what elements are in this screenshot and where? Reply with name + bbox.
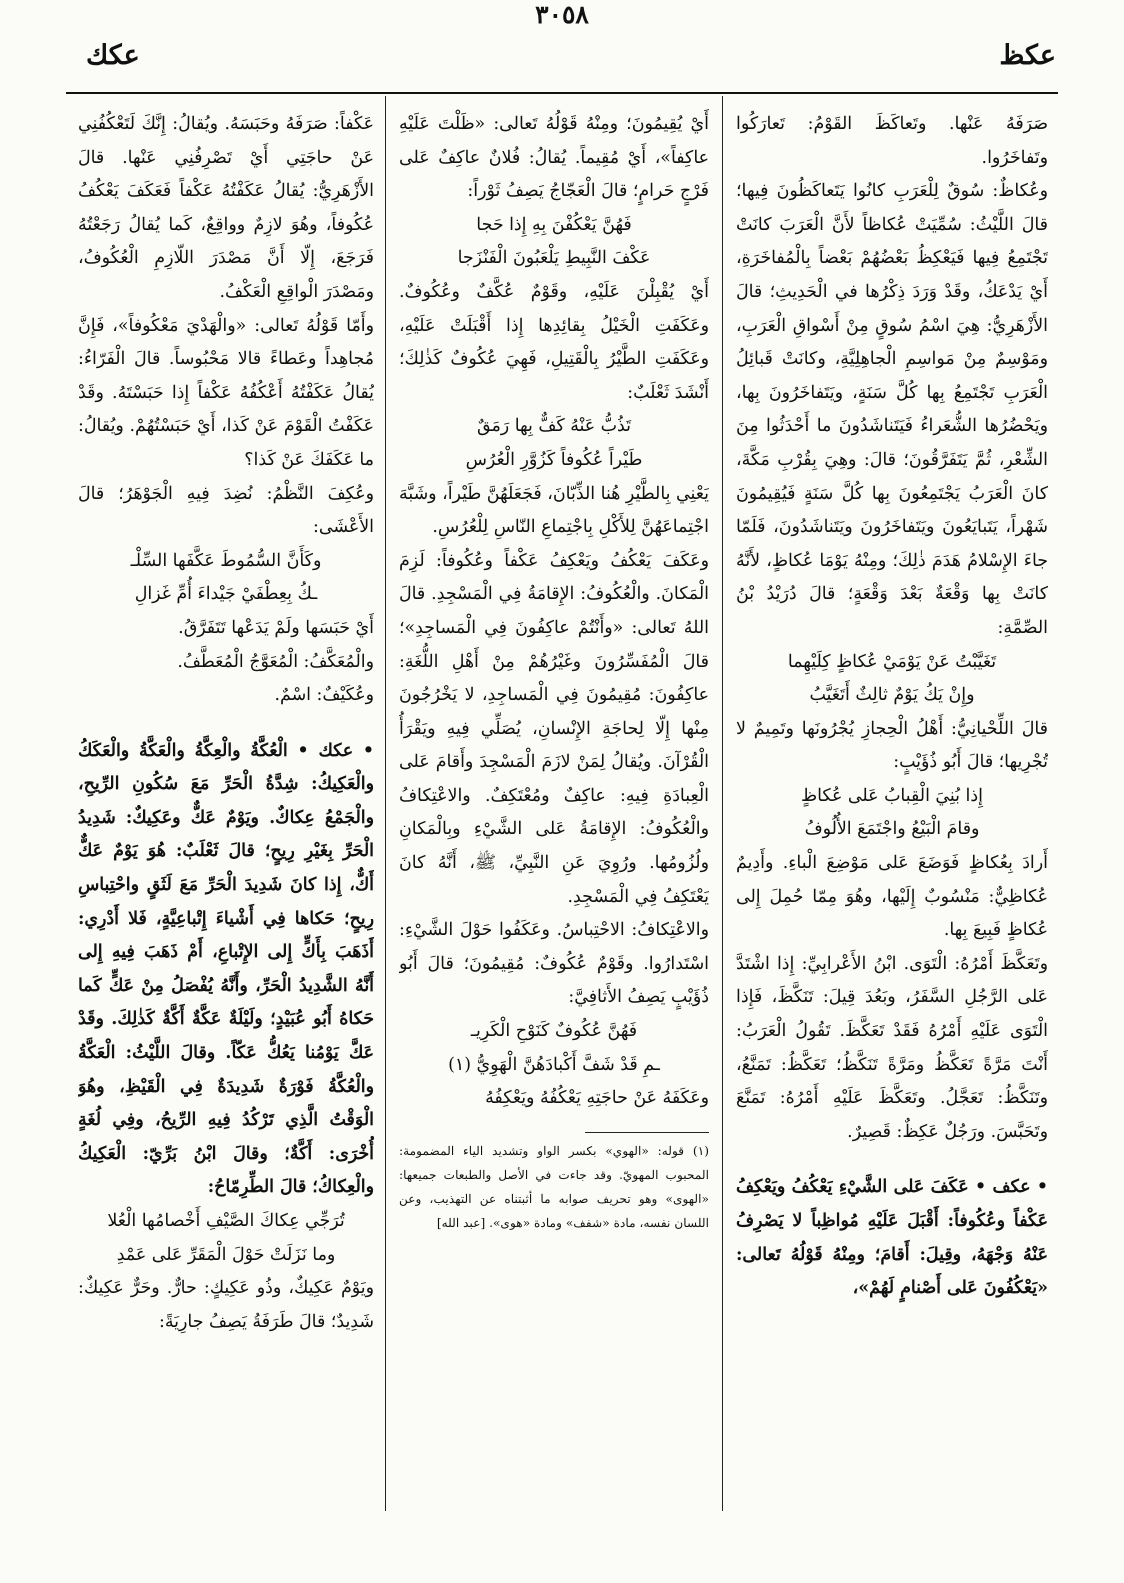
paragraph: وعَكَفَهُ عَنْ حاجَتِهِ يَعْكُفُهُ ويَعْكِفُهُ [485,1088,709,1109]
verse-line: ـكُ بِعِطْفَيْ جَيْداءَ أُمِّ غَزالِ [134,584,318,605]
verse-line: تَغَيَّبْتُ عَنْ يَوْمَيْ عُكاظٍ كِلَيْهِما [787,651,997,672]
paragraph: وعُكَيْفٌ: اسْمٌ. [274,685,374,706]
paragraph: وعُكاظٌ: سُوقٌ لِلْعَرَبِ كانُوا يَتَعاكَظُونَ فِيها؛ قالَ اللَّيْثُ: سُمِّيَتْ عُكاظاً لأَنَّ الْعَرَبَ كانَتْ تَجْتَمِعُ فِيها فَيَعْكِظُ بَعْضُهُمْ بَعْضاً بِالْمُفاخَرَةِ، أَيْ يَدْعَكُ، وقَدْ وَرَدَ ذِكْرُها في الْحَدِيثِ؛ قالَ الأَزْهَرِيُّ: هِيَ اسْمُ سُوقٍ مِنْ أَسْواقِ الْعَرَبِ، ومَوْسِمٌ مِنْ مَواسِمِ الْجاهِلِيَّةِ، وكانَتْ قَبائِلُ الْعَرَبِ تَجْتَمِعُ بِها كُلَّ سَنَةٍ، ويَتَفاخَرُونَ بِها، ويَحْضُرُها الشُّعَراءُ فَيَتَناشَدُونَ ما أَحْدَثُوا مِنَ الشِّعْرِ، ثُمَّ يَتَفَرَّقُونَ؛ قالَ: وهِيَ بِقُرْبِ مَكَّةَ، كانَ الْعَرَبُ يَجْتَمِعُونَ بِها كُلَّ سَنَةٍ فَيُقِيمُونَ شَهْراً، يَتَبايَعُونَ ويَتَفاخَرُونَ ويَتَناشَدُونَ، فَلَمّا جاءَ الإِسْلامُ هَدَمَ ذٰلِكَ؛ ومِنْهُ يَوْمَا عُكاظٍ، لأَنَّهُ كانَتْ بِها وَقْعَةٌ بَعْدَ وَقْعَةٍ؛ قالَ دُرَيْدُ بْنُ الصِّمَّةِ: [736,181,1048,638]
paragraph: أَيْ يُقِيمُونَ؛ ومِنْهُ قَوْلُهُ تَعالى: «ظَلْتَ عَلَيْهِ عاكِفاً»، أَيْ مُقِيماً. يُقالُ: فُلانٌ عاكِفٌ عَلى فَرْجٍ حَرامٍ؛ قالَ الْعَجّاجُ يَصِفُ ثَوْراً: [399,114,709,202]
entry-headword-paragraph: • عكف • عَكَفَ عَلى الشَّيْءِ يَعْكُفُ ويَعْكِفُ عَكْفاً وعُكُوفاً: أَقْبَلَ عَلَيْهِ مُواظِباً لا يَصْرِفُ عَنْهُ وَجْهَهُ، وقِيلَ: أَقامَ؛ ومِنْهُ قَوْلُهُ تَعالى: «يَعْكُفُونَ عَلى أَصْنامٍ لَهُمْ»، [736,1177,1048,1299]
header-rule [66,92,1058,94]
verse-line: وإِنْ يَكُ يَوْمٌ ثالِثٌ أَتَغَيَّبُ [809,685,975,706]
paragraph: ويَوْمٌ عَكِيكٌ، وذُو عَكِيكٍ: حارٌّ. وحَرٌّ عَكِيكٌ: شَدِيدٌ؛ قالَ طَرَفَةُ يَصِفُ جارِيَةً: [78,1278,374,1332]
verse-line: إِذا بُنِيَ الْقِبابُ عَلى عُكاظٍ [801,785,983,806]
page-number: ٣٠٥٨ [535,0,589,29]
paragraph: وعَكَفَ يَعْكُفُ ويَعْكِفُ عَكْفاً وعُكُوفاً: لَزِمَ الْمَكانَ. والْعُكُوفُ: الإِقامَةُ فِي الْمَسْجِدِ. قالَ اللهُ تَعالى: «وأَنْتُمْ عاكِفُونَ فِي الْمَساجِدِ»؛ قالَ الْمُفَسِّرُونَ وغَيْرُهُمْ مِنْ أَهْلِ اللُّغَةِ: عاكِفُونَ: مُقِيمُونَ فِي الْمَساجِدِ، لا يَخْرُجُونَ مِنْها إِلّا لِحاجَةِ الإِنْسانِ، يُصَلِّي فِيهِ ويَقْرَأُ الْقُرْآنَ. ويُقالُ لِمَنْ لازَمَ الْمَسْجِدَ وأَقامَ عَلى الْعِبادَةِ فِيهِ: عاكِفٌ ومُعْتَكِفٌ. والاعْتِكافُ والْعُكُوفُ: الإِقامَةُ عَلى الشَّيْءِ وبِالْمَكانِ ولُزُومُها. ورُوِيَ عَنِ النَّبِيِّ، ﷺ، أَنَّهُ كانَ يَعْتَكِفُ فِي الْمَسْجِدِ. [399,550,709,907]
running-head-right: عكظ [999,40,1056,71]
entry-separator [78,713,374,735]
column-right [736,108,1048,1508]
paragraph: يَعْنِي بِالطَّيْرِ هُنا الذِّبّانَ، فَجَعَلَهُنَّ طَيْراً، وشَبَّهَ اجْتِماعَهُنَّ لِلأَكْلِ بِاجْتِماعِ النّاسِ لِلْعُرُسِ. [399,483,709,538]
verse-line: وما نَزَلَتْ حَوْلَ الْمَقَرِّ عَلى عَمْدِ [116,1244,336,1265]
verse-line: عَكْفَ النَّبِيطِ يَلْعَبُونَ الْفَنْزَجا [457,248,651,269]
paragraph: والاعْتِكافُ: الاحْتِباسُ. وعَكَفُوا حَوْلَ الشَّيْءِ: اسْتَدارُوا. وقَوْمٌ عُكُوفٌ: مُقِيمُونَ؛ قالَ أَبُو ذُؤَيْبٍ يَصِفُ الأَثافِيَّ: [399,920,709,1008]
verse-line: تُرَجِّي عِكاكَ الصَّيْفِ أَخْصامُها الْعُلا [107,1211,345,1231]
verse-line: فَهُنَّ عُكُوفٌ كَنَوْحِ الْكَرِيـ [470,1021,638,1042]
paragraph: أَيْ حَبَسَها ولَمْ يَدَعْها تَتَفَرَّقُ. [178,617,374,638]
column-middle-body [399,108,709,1116]
paragraph: قالَ اللِّحْيانِيُّ: أَهْلُ الْحِجازِ يُجْرُونَها وتَمِيمٌ لا تُجْرِيها؛ قالَ أَبُو ذُؤَيْبٍ: [736,718,1048,773]
verse-line: تَذُبُّ عَنْهُ كَفٌّ بِها رَمَقٌ [476,416,632,437]
column-left [78,108,374,1508]
paragraph: والْمُعَكَّفُ: الْمُعَوَّجُ الْمُعَطَّفُ. [177,651,374,672]
verse-line: فَهُنَّ يَعْكُفْنَ بِهِ إِذا حَجا [476,214,632,235]
verse-line: وقامَ الْبَيْعُ واجْتَمَعَ الأُلُوفُ [804,819,980,840]
paragraph: عَكْفاً: صَرَفَهُ وحَبَسَهُ. ويُقالُ: إِنَّكَ لَتَعْكُفُنِي عَنْ حاجَتِي أَيْ تَصْرِفُنِي عَنْها. قالَ الأَزْهَرِيُّ: يُقالُ عَكَفْتُهُ عَكْفاً فَعَكَفَ يَعْكُفُ عُكُوفاً، وهُوَ لازِمٌ وواقِعٌ، كَما يُقالُ رَجَعْتُهُ فَرَجَعَ، إِلّا أَنَّ مَصْدَرَ اللّازِمِ الْعُكُوفُ، ومَصْدَرَ الْواقِعِ الْعَكْفُ. [78,114,374,302]
entry-separator [736,1149,1048,1171]
paragraph: صَرَفَهُ عَنْها. وتَعاكَظَ القَوْمُ: تَعارَكُوا وتَفاخَرُوا. [736,114,1048,168]
paragraph: وأَمّا قَوْلُهُ تَعالى: «والْهَدْيَ مَعْكُوفاً»، فَإِنَّ مُجاهِداً وعَطاءً قالا مَحْبُوساً. قالَ الْفَرّاءُ: يُقالُ عَكَفْتُهُ أَعْكُفُهُ عَكْفاً إِذا حَبَسْتَهُ. وقَدْ عَكَفْتُ الْقَوْمَ عَنْ كَذا، أَيْ حَبَسْتُهُمْ. ويُقالُ: ما عَكَفَكَ عَنْ كَذا؟ [78,315,374,470]
column-middle [399,108,709,1508]
running-head-left: عكك [86,40,140,71]
column-divider-left [385,96,386,1511]
verse-line: وكَأَنَّ السُّمُوطَ عَكَّفَها السِّلْـ [130,550,322,571]
footnote-rule [585,1132,709,1133]
column-divider-right [722,96,723,1511]
paragraph: وعُكِفَ النَّظْمُ: نُضِدَ فِيهِ الْجَوْهَرُ؛ قالَ الأَعْشَى: [78,483,374,538]
entry-headword-paragraph: • عكك • الْعُكَّةُ والْعِكَّةُ والْعَكَّةُ والْعَكَكُ والْعَكِيكُ: شِدَّةُ الْحَرِّ مَعَ سُكُونِ الرِّيحِ، والْجَمْعُ عِكاكٌ. ويَوْمٌ عَكٌّ وعَكِيكٌ: شَدِيدُ الْحَرِّ بِغَيْرِ رِيحٍ؛ قالَ ثَعْلَبٌ: هُوَ يَوْمٌ عَكٌّ أَكٌّ، إِذا كانَ شَدِيدَ الْحَرِّ مَعَ لَثَقٍ واحْتِباسِ رِيحٍ؛ حَكاها فِي أَشْياءَ إِتْباعِيَّةٍ، فَلا أَدْرِي: أَذَهَبَ بِأَكٍّ إِلى الإِتْباعِ، أَمْ ذَهَبَ فِيهِ إِلى أَنَّهُ الشَّدِيدُ الْحَرِّ، وأَنَّهُ يُفْصَلُ مِنْ عَكٍّ كَما حَكاهُ أَبُو عُبَيْدٍ؛ ولَيْلَةٌ عَكَّةٌ أَكَّةٌ كَذٰلِكَ. وقَدْ عَكَّ يَوْمُنا يَعُكُّ عَكّاً. وقالَ اللَّيْثُ: الْعَكَّةُ والْعُكَّةُ فَوْرَةٌ شَدِيدَةٌ فِي الْقَيْظِ، وهُوَ الْوَقْتُ الَّذِي تَرْكُدُ فِيهِ الرِّيحُ، وفِي لُغَةٍ أُخْرَى: أَكَّةٌ؛ وقالَ ابْنُ بَرِّيّ: الْعَكِيكُ والْعِكاكُ؛ قالَ الطِّرِمّاحُ: [78,740,374,1198]
paragraph: وتَعَكَّظَ أَمْرُهُ: الْتَوَى. ابْنُ الأَعْرابِيِّ: إِذا اشْتَدَّ عَلى الرَّجُلِ السَّفَرُ، وبَعُدَ قِيلَ: تَنَكَّظَ، فَإِذا الْتَوَى عَلَيْهِ أَمْرُهُ فَقَدْ تَعَكَّظَ. تَقُولُ الْعَرَبُ: أَنْتَ مَرَّةً تَعَكَّظُ ومَرَّةً تَنَكَّظُ؛ تَعَكَّظُ: تَمَنَّعُ، وتَنَكَّظُ: تَعَجَّلُ. وتَعَكَّظَ عَلَيْهِ أَمْرُهُ: تَمَنَّعَ وتَحَبَّسَ. ورَجُلٌ عَكِظٌ: قَصِيرٌ. [736,953,1048,1142]
verse-line: ـمِ قَدْ شَفَّ أَكْبادَهُنَّ الْهَوِيُّ (١) [448,1054,660,1075]
paragraph: أَيْ يُقْبِلْنَ عَلَيْهِ، وقَوْمٌ عُكَّفٌ وعُكُوفٌ. وعَكَفَتِ الْخَيْلُ بِقائِدِها إِذا أَقْبَلَتْ عَلَيْهِ، وعَكَفَتِ الطَّيْرُ بِالْقَتِيلِ، فَهِيَ عُكُوفٌ كَذٰلِكَ؛ أَنْشَدَ ثَعْلَبٌ: [399,281,709,403]
verse-line: طَيْراً عُكُوفاً كَزُوَّرِ الْعُرُسِ [465,449,643,470]
paragraph: أَرادَ بِعُكاظٍ فَوَضَعَ عَلى مَوْضِعَ الْباءِ. وأَدِيمٌ عُكاظِيٌّ: مَنْسُوبٌ إِلَيْها، وهُوَ مِمّا حُمِلَ إِلى عُكاظٍ فَبِيعَ بِها. [736,853,1048,941]
footnote: (١) قوله: «الهوي» بكسر الواو وتشديد الياء المضمومة: المحبوب المهويّ. وقد جاءت في الأصل والطبعات جميعها: «الهوى» وهو تحريف صوابه ما أثبتناه عن التهذيب، وعن اللسان نفسه، مادة «شفف» ومادة «هوى». [عبد الله] [399,1143,709,1230]
